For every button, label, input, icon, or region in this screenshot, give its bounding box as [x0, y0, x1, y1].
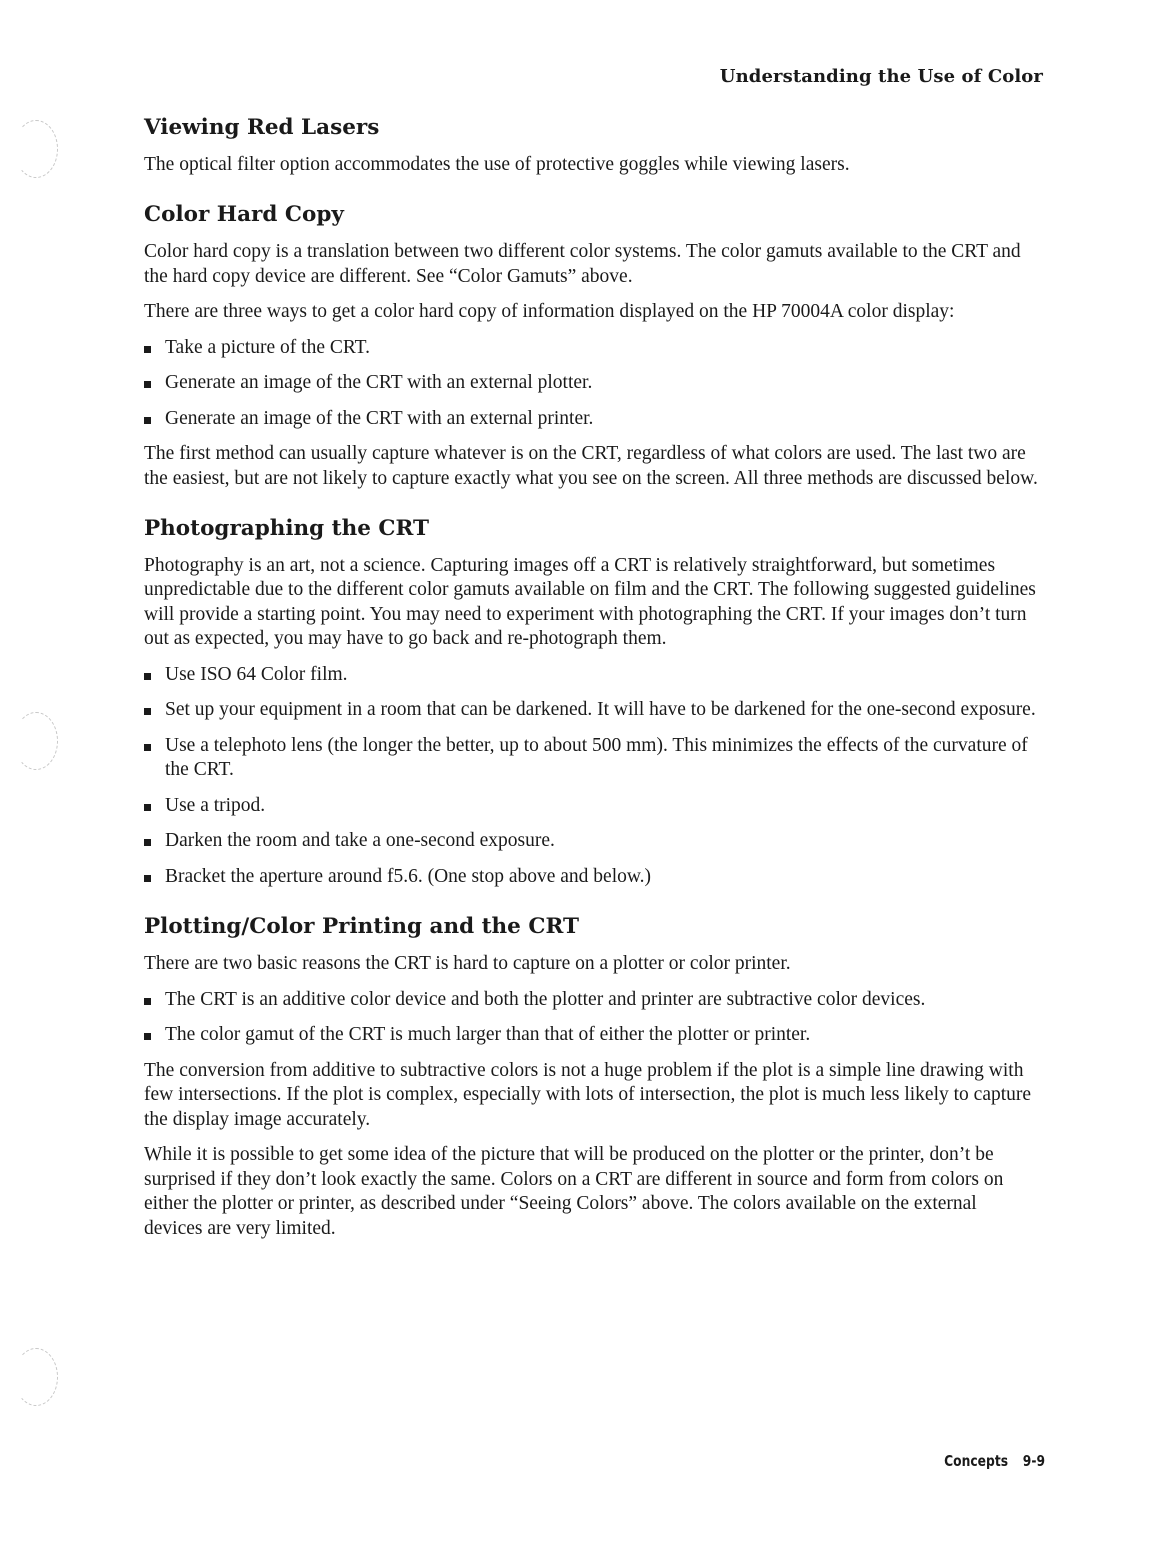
list-item-text: Darken the room and take a one-second exposure. — [165, 830, 555, 852]
list-item — [144, 698, 1039, 723]
list-item — [144, 794, 1039, 819]
running-header: Understanding the Use of Color — [719, 66, 1043, 87]
footer-chapter: Concepts — [944, 1452, 1009, 1470]
bullet-list — [144, 988, 1039, 1048]
paragraph: There are three ways to get a color hard copy of information displayed on the HP 70004A color display: — [144, 301, 955, 323]
page-content — [144, 115, 1039, 1252]
list-item-text: The color gamut of the CRT is much larger than that of either the plotter or printer. — [165, 1024, 811, 1046]
list-item — [144, 336, 1039, 361]
section-heading: Photographing the CRT — [144, 516, 430, 542]
section-color-hard-copy — [144, 202, 1039, 491]
section-viewing-red-lasers — [144, 115, 1039, 177]
bullet-icon — [144, 804, 151, 811]
list-item — [144, 865, 1039, 890]
paragraph: While it is possible to get some idea of the picture that will be produced on the plotter or the printer, don’t be surprised if they don’t look exactly the same. Colors on a CRT are different in source and form from colors on either the plotter or printer, as described under “Seeing Colors” above. The colors available on the external devices are very limited. — [144, 1144, 1004, 1239]
page-footer — [944, 1452, 1045, 1470]
list-item-text: Take a picture of the CRT. — [165, 336, 371, 358]
bullet-icon — [144, 346, 151, 353]
page-number: 9-9 — [1022, 1452, 1045, 1470]
list-item-text: Use a tripod. — [165, 794, 266, 816]
bullet-icon — [144, 744, 151, 751]
paragraph: The conversion from additive to subtractive colors is not a huge problem if the plot is a simple line drawing with few intersections. If the plot is complex, especially with lots of intersection, the plot is much less likely to capture the display image accurately. — [144, 1059, 1032, 1130]
section-heading: Color Hard Copy — [144, 202, 344, 228]
section-heading: Plotting/Color Printing and the CRT — [144, 914, 579, 940]
list-item-text: Use ISO 64 Color film. — [165, 663, 348, 685]
list-item — [144, 407, 1039, 432]
bullet-icon — [144, 998, 151, 1005]
list-item-text: Use a telephoto lens (the longer the better, up to about 500 mm). This minimizes the effects of the curvature of the CRT. — [165, 734, 1028, 781]
list-item-text: Set up your equipment in a room that can be darkened. It will have to be darkened for the one-second exposure. — [165, 699, 1036, 721]
section-heading: Viewing Red Lasers — [144, 115, 380, 140]
bullet-icon — [144, 839, 151, 846]
paragraph: Photography is an art, not a science. Capturing images off a CRT is relatively straightforward, but sometimes unpredictable due to the different color gamuts available on film and the CRT. The following suggested guidelines will provide a starting point. You may need to experiment with photographing the CRT. If your images don’t turn out as expected, you may have to go back and re-photograph them. — [144, 554, 1036, 650]
bullet-icon — [144, 708, 151, 715]
list-item — [144, 1023, 1039, 1048]
section-photographing-the-crt — [144, 516, 1039, 889]
paragraph: The first method can usually capture whatever is on the CRT, regardless of what colors are used. The last two are the easiest, but are not likely to capture exactly what you see on the screen. All three methods are discussed below. — [144, 443, 1038, 489]
paragraph: There are two basic reasons the CRT is hard to capture on a plotter or color printer. — [144, 953, 791, 975]
list-item — [144, 663, 1039, 688]
list-item-text: Bracket the aperture around f5.6. (One stop above and below.) — [165, 865, 652, 887]
section-plotting-color-printing — [144, 914, 1039, 1241]
bullet-icon — [144, 381, 151, 388]
list-item — [144, 829, 1039, 854]
paragraph: Color hard copy is a translation between two different color systems. The color gamuts available to the CRT and the hard copy device are different. See “Color Gamuts” above. — [144, 241, 1021, 287]
bullet-icon — [144, 673, 151, 680]
bullet-icon — [144, 875, 151, 882]
paragraph: The optical filter option accommodates the use of protective goggles while viewing lasers. — [144, 153, 850, 175]
list-item — [144, 371, 1039, 396]
list-item — [144, 734, 1039, 783]
punch-hole-middle — [14, 712, 58, 770]
punch-hole-top — [14, 120, 58, 178]
list-item-text: Generate an image of the CRT with an external printer. — [165, 407, 594, 429]
punch-hole-bottom — [14, 1348, 58, 1406]
bullet-list — [144, 336, 1039, 432]
list-item — [144, 988, 1039, 1013]
list-item-text: Generate an image of the CRT with an external plotter. — [165, 372, 593, 394]
list-item-text: The CRT is an additive color device and both the plotter and printer are subtractive color devices. — [165, 988, 926, 1010]
bullet-list — [144, 663, 1039, 890]
bullet-icon — [144, 1033, 151, 1040]
bullet-icon — [144, 417, 151, 424]
